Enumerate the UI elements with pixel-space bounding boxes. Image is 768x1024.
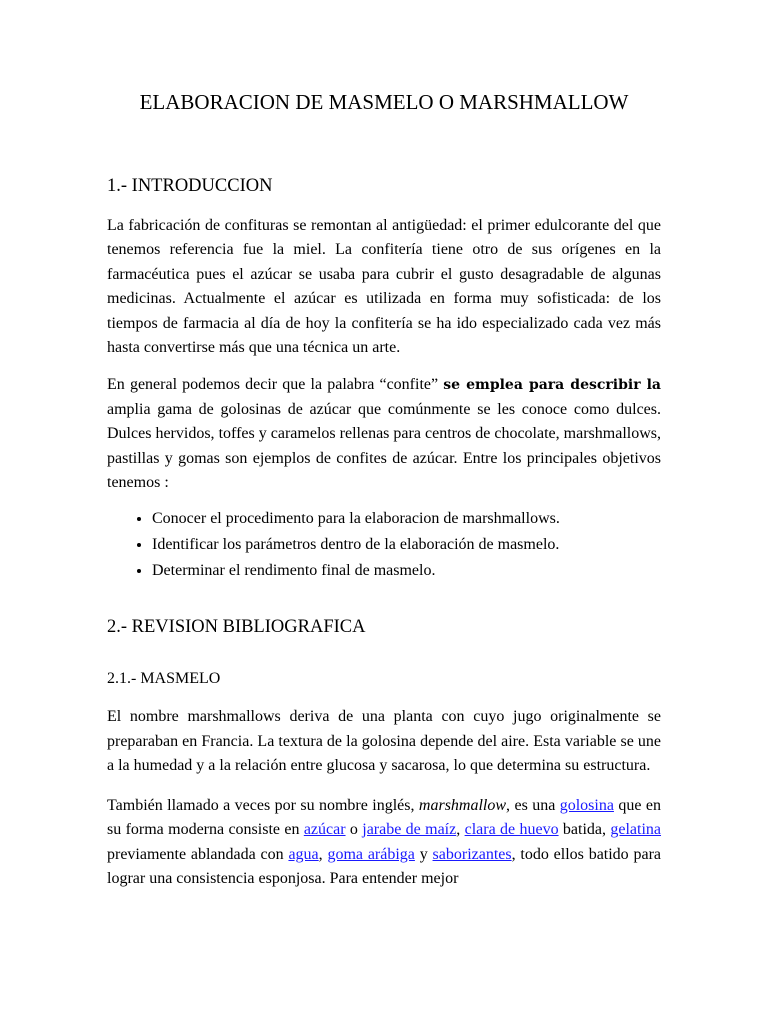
text-run: ,	[456, 821, 465, 839]
marshmallow-italic: marshmallow	[418, 796, 507, 814]
intro-paragraph-1: La fabricación de confituras se remontan al antigüedad: el primer edulcorante del que tenemos referencia fue la miel. La confitería tiene otro de sus orígenes en la farmacéutica pues el azúcar se usaba para cubrir el gusto desagradable de algunas medicinas. Actualmente el azúcar es utilizada en forma muy sofisticada: de los tiempos de farmacia al día de hoy la confitería se ha ido especializado cada vez más hasta convertirse más que una técnica un arte.	[107, 217, 661, 357]
text-run: ,	[318, 845, 328, 863]
list-item: • Identificar los parámetros dentro de la elaboración de masmelo.	[152, 532, 661, 558]
masmelo-paragraph-2	[107, 794, 661, 892]
document-title: ELABORACION DE MASMELO O MARSHMALLOW	[139, 90, 629, 114]
link-goma-arabiga[interactable]: goma arábiga	[327, 845, 415, 863]
text-run: batida,	[558, 821, 611, 839]
text-run: previamente ablandada con	[107, 845, 289, 863]
link-jarabe-de-maiz[interactable]: jarabe de maíz	[362, 821, 457, 839]
link-golosina[interactable]: golosina	[559, 796, 614, 814]
list-item: • Determinar el rendimento final de masmelo.	[152, 558, 661, 584]
section-heading-introduccion: 1.- INTRODUCCION	[107, 176, 273, 196]
intro-paragraph-2	[107, 373, 661, 495]
intro-paragraph-2-end: amplia gama de golosinas de azúcar que comúnmente se les conoce como dulces. Dulces hervidos, toffes y caramelos rellenas para centros de chocolate, marshmallows, pastillas y gomas son ejemplos de confites de azúcar. Entre los principales objetivos tenemos :	[107, 400, 661, 492]
text-run: , es una	[506, 796, 560, 814]
list-item: • Conocer el procedimento para la elaboracion de marshmallows.	[152, 506, 661, 532]
intro-paragraph-2-start: En general podemos decir que la palabra “confite”	[107, 376, 444, 394]
text-run: , todo ellos batido para lograr una consistencia esponjosa. Para entender mejor	[107, 845, 662, 887]
link-gelatina[interactable]: gelatina	[610, 821, 662, 839]
intro-paragraph-2-bold: se emplea para describir la	[443, 377, 661, 394]
link-agua[interactable]: agua	[288, 845, 319, 863]
section-heading-revision: 2.- REVISION BIBLIOGRAFICA	[107, 617, 366, 638]
text-run: que en su forma moderna consiste en	[107, 796, 661, 839]
link-saborizantes[interactable]: saborizantes	[432, 845, 512, 863]
masmelo-paragraph-1: El nombre marshmallows deriva de una planta con cuyo jugo originalmente se preparaban en Francia. La textura de la golosina depende del aire. Esta variable se une a la humedad y a la relación entre glucosa y sacarosa, lo que determina su estructura.	[107, 708, 661, 775]
text-run: y	[414, 845, 433, 863]
subsection-heading-masmelo: 2.1.- MASMELO	[107, 670, 221, 688]
link-azucar[interactable]: azúcar	[303, 821, 346, 839]
text-run: También llamado a veces por su nombre inglés,	[107, 796, 419, 814]
text-run: o	[345, 821, 363, 839]
objectives-list	[107, 506, 661, 584]
link-clara-de-huevo[interactable]: clara de huevo	[464, 821, 559, 839]
